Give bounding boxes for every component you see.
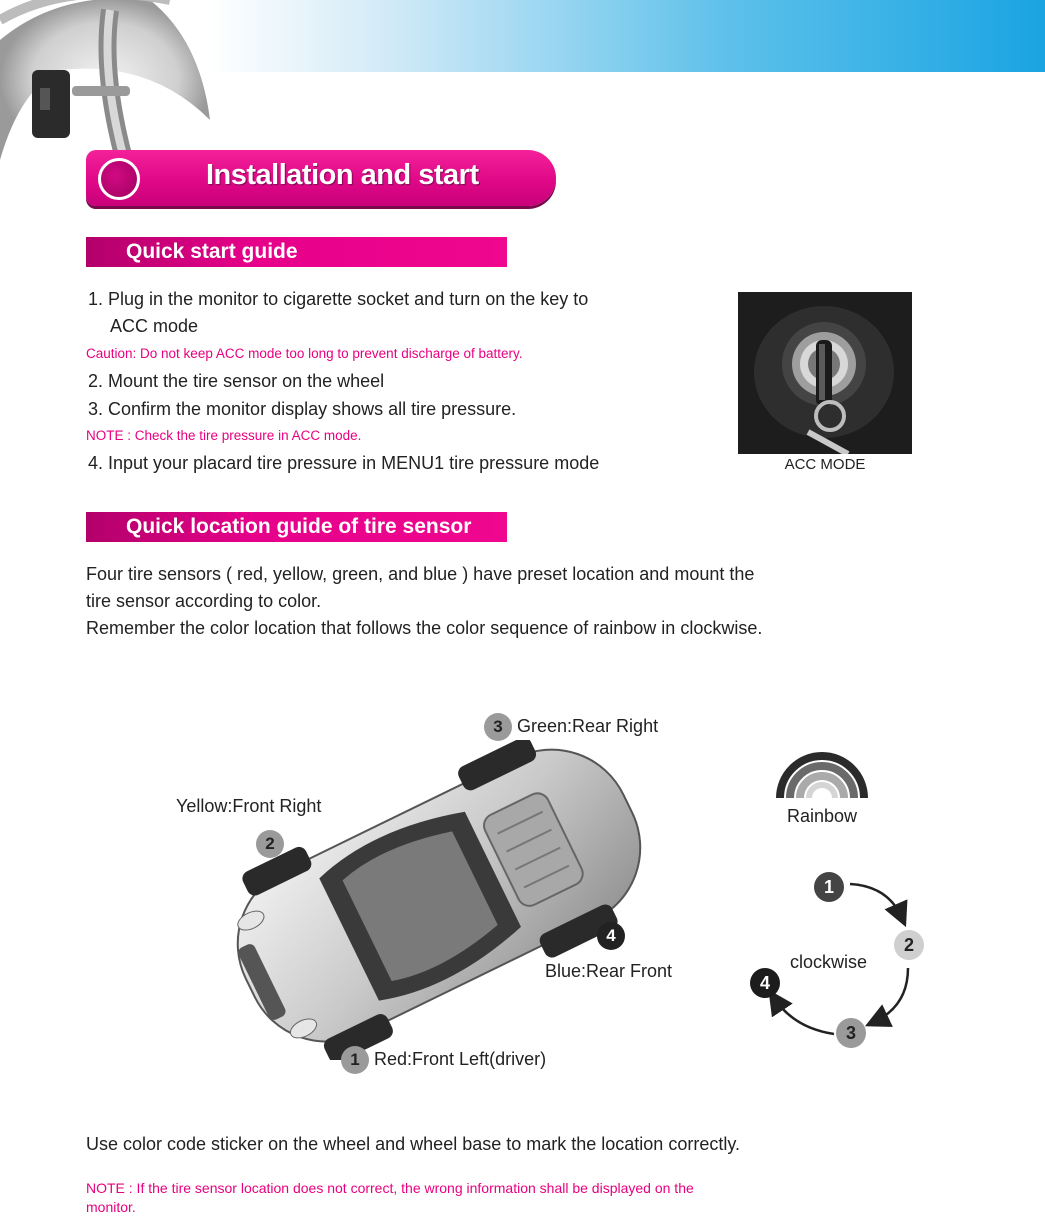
section-title-banner [86, 150, 556, 206]
footer-note-line-1: NOTE : If the tire sensor location does not correct, the wrong information shall be displayed on the [86, 1180, 694, 1196]
location-guide-heading: Quick location guide of tire sensor [86, 512, 507, 542]
step-3: 3. Confirm the monitor display shows all tire pressure. [88, 399, 517, 419]
cw-badge-4: 4 [750, 968, 780, 998]
location-paragraph-line-3: Remember the color location that follows the color sequence of rainbow in clockwise. [86, 618, 763, 638]
caution-text: Caution: Do not keep ACC mode too long to prevent discharge of battery. [86, 346, 523, 361]
step-1-line-1: 1. Plug in the monitor to cigarette socket and turn on the key to [88, 289, 589, 309]
cw-badge-1: 1 [814, 872, 844, 902]
step-4: 4. Input your placard tire pressure in MENU1 tire pressure mode [88, 453, 600, 473]
label-blue: Blue:Rear Front [545, 961, 673, 981]
clockwise-label: clockwise [790, 952, 868, 972]
rainbow-label: Rainbow [786, 806, 858, 826]
badge-4: 4 [597, 922, 625, 950]
step-1-line-2: ACC mode [110, 316, 199, 336]
sticker-instruction: Use color code sticker on the wheel and wheel base to mark the location correctly. [86, 1134, 740, 1154]
location-paragraph-line-1: Four tire sensors ( red, yellow, green, and blue ) have preset location and mount the [86, 564, 755, 584]
label-yellow: Yellow:Front Right [176, 796, 322, 816]
badge-3: 3 [484, 713, 512, 741]
car-top-view [210, 740, 650, 1060]
badge-2: 2 [256, 830, 284, 858]
location-paragraph-line-2: tire sensor according to color. [86, 591, 322, 611]
badge-1: 1 [341, 1046, 369, 1074]
label-green: Green:Rear Right [517, 715, 659, 736]
callout-blue-badge [597, 922, 625, 950]
cw-badge-3: 3 [836, 1018, 866, 1048]
acc-mode-caption: ACC MODE [784, 456, 866, 473]
callout-yellow-badge [256, 830, 284, 858]
footer-note-line-2: monitor. [86, 1199, 136, 1215]
rainbow-arc-icon [776, 752, 868, 800]
label-red: Red:Front Left(driver) [374, 1048, 547, 1069]
section-circle-icon [98, 158, 140, 200]
quick-start-heading: Quick start guide [86, 237, 507, 267]
section-title: Installation and start [206, 159, 479, 191]
acc-note-text: NOTE : Check the tire pressure in ACC mode. [86, 428, 362, 443]
cw-badge-2: 2 [894, 930, 924, 960]
step-2: 2. Mount the tire sensor on the wheel [88, 371, 385, 391]
callout-green-rear-right [484, 713, 658, 741]
ignition-key-photo [738, 292, 912, 454]
callout-red-front-left [341, 1046, 546, 1074]
